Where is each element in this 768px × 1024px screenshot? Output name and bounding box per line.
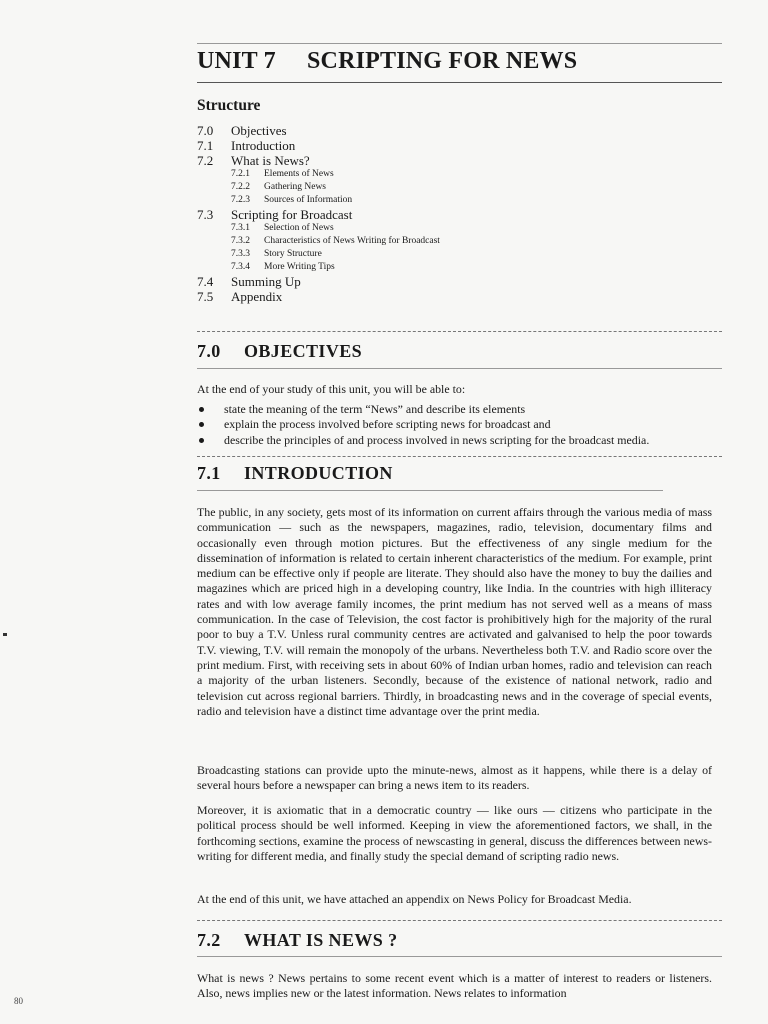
top-rule — [197, 43, 722, 44]
page-number: 80 — [14, 996, 23, 1006]
list-item: explain the process involved before scripting news for broadcast and — [197, 417, 727, 432]
section-heading-what-is-news: 7.2 WHAT IS NEWS ? — [197, 930, 398, 950]
toc-subitem: 7.3.2 Characteristics of News Writing for Broadcast — [231, 236, 440, 246]
unit-title-text: SCRIPTING FOR NEWS — [307, 48, 578, 74]
intro-paragraph-1: The public, in any society, gets most of its information on current affairs through the various media of mass communication — such as the newspapers, magazines, radio, television, documentary films and occasionally even through motion pictures. But the effectiveness of any single medium for the dissemination of information is related to certain inherent characteristics of the medium. For example, print medium can be effective only if people are literate. They should also have the money to buy the dailies and magazines which are priced high in a developing country, like India. In the countries with high illiteracy rates and with low average family incomes, the print medium has not served well as a means of mass communication. In the case of Television, the cost factor is prohibitively high for the majority of the rural poor to buy a T.V. Unless rural community centres are activated and galvanised to help the poor towards T.V. viewing, T.V. will remain the monopoly of the urbans. Nevertheless both T.V. and Radio score over the print medium. First, with receiving sets in about 60% of Indian urban homes, radio and television can reach a majority of the urban listeners. Secondly, because of the existence of national network, radio and television cut across regional barriers. Thirdly, in broadcasting news and in the coverage of special events, radio and television have a distinct time advantage over the print media. — [197, 505, 712, 718]
section-rule — [197, 920, 722, 921]
unit-title — [197, 48, 577, 75]
unit-title-underline — [197, 82, 722, 83]
toc-subitem: 7.3.1 Selection of News — [231, 223, 334, 233]
toc-item: 7.4 Summing Up — [197, 274, 301, 289]
section-underline — [197, 956, 722, 957]
unit-number: UNIT 7 — [197, 48, 276, 74]
toc-item: 7.2 What is News? — [197, 153, 310, 168]
intro-paragraph-2: Broadcasting stations can provide upto the minute-news, almost as it happens, while there is a delay of several hours before a newspaper can bring a news item to its readers. — [197, 763, 712, 793]
bullet-icon — [199, 407, 204, 412]
toc-item: 7.1 Introduction — [197, 138, 296, 153]
bullet-icon — [199, 438, 204, 443]
toc-subitem: 7.3.4 More Writing Tips — [231, 262, 335, 272]
section-underline — [197, 490, 663, 491]
toc-item: 7.0 Objectives — [197, 123, 287, 138]
intro-paragraph-4: At the end of this unit, we have attached an appendix on News Policy for Broadcast Media. — [197, 892, 632, 906]
section-rule — [197, 456, 722, 457]
objectives-list — [197, 402, 727, 448]
toc-item: 7.3 Scripting for Broadcast — [197, 207, 353, 222]
section-underline — [197, 368, 722, 369]
margin-mark — [3, 633, 7, 636]
structure-heading: Structure — [197, 97, 261, 114]
what-is-news-paragraph: What is news ? News pertains to some recent event which is a matter of interest to readers or listeners. Also, news implies new or the latest information. News relates to information — [197, 971, 712, 1001]
bullet-icon — [199, 422, 204, 427]
section-heading-objectives: 7.0 OBJECTIVES — [197, 341, 363, 361]
objectives-intro: At the end of your study of this unit, you will be able to: — [197, 382, 466, 396]
toc-subitem: 7.2.2 Gathering News — [231, 182, 326, 192]
intro-paragraph-3: Moreover, it is axiomatic that in a democratic country — like ours — citizens who participate in the political process should be well informed. Keeping in view the aforementioned factors, we shall, in the forthcoming sections, examine the process of newscasting in general, discuss the differences between news-writing for different media, and finally study the special demand of scripting radio news. — [197, 803, 712, 863]
toc-subitem: 7.2.3 Sources of Information — [231, 195, 353, 205]
list-item: state the meaning of the term “News” and describe its elements — [197, 402, 727, 417]
structure-list — [197, 123, 677, 304]
toc-subitem: 7.2.1 Elements of News — [231, 169, 334, 179]
section-heading-introduction: 7.1 INTRODUCTION — [197, 463, 393, 483]
list-item: describe the principles of and process involved in news scripting for the broadcast media. — [197, 433, 727, 448]
toc-subitem: 7.3.3 Story Structure — [231, 249, 322, 259]
section-rule — [197, 331, 722, 332]
toc-item: 7.5 Appendix — [197, 289, 283, 304]
